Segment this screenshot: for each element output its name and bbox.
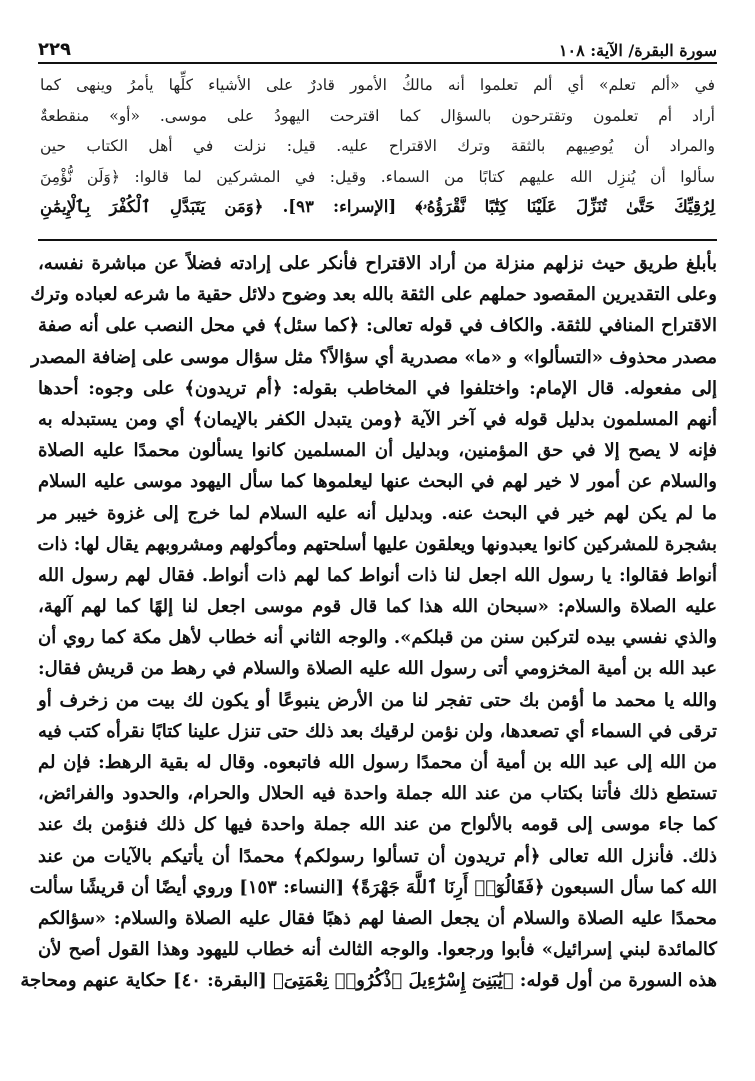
main-text-line: الاقتراح المنافي للثقة. والكاف في قوله تعالى: ﴿كما سئل﴾ في محل النصب على أنه صفة (38, 315, 717, 337)
main-text-line: والسلام عن أمور لا خير لهم في البحث عنها ليعلموها كما سأل اليهود موسى عليه السلام (38, 471, 717, 493)
section-divider (38, 239, 717, 241)
main-text-line: وعلى التقديرين المقصود حملهم على الثقة بالله بعد وضوح دلائل حقية ما شرعه لعباده وترك (30, 284, 717, 306)
commentary-line: أراد أم تعلمون وتقترحون بالسؤال كما اقترحت اليهودُ على موسى. «أو» منقطعةٌ (40, 106, 715, 125)
main-text-line: من الله إلى عبد الله بن أمية أن محمدًا رسول الله فاتبعوه. وقال له بقية الرهط: فإن لم (38, 752, 717, 773)
main-text-line: تستطع ذلك فأتنا بكتاب من عند الله جملة واحدة فيه الحلال والحرام، والحدود والفرائض، (38, 783, 717, 805)
main-text-line: بأبلغ طريق حيث نزلهم منزلة من أراد الاقتراح فأنكر على إرادته فضلاً عن مباشرة نفسه، (38, 253, 717, 274)
main-text-line: فإنه لا يصح إلا في حق المؤمنين، وبدليل أن المسلمين كانوا يسألون محمدًا عليه الصلاة (38, 440, 717, 462)
main-text-line: ترقى في السماء أي تصعدها، ولن نؤمن لرقيك بعد ذلك حتى تنزل علينا كتابًا نقرأه كتب فيه (38, 720, 717, 742)
main-text-block (20, 248, 717, 997)
main-text-line: والله يا محمد ما أؤمن بك حتى تفجر لنا من الأرض ينبوعًا أو يكون لك بيت من زخرف أو (38, 689, 717, 711)
main-text-line: كما جاء موسى إلى قومه بالألواح من عند الله جملة واحدة فيها كل ذلك فنؤمن بك عند (38, 814, 717, 836)
main-text-line: مصدر محذوف «التسألوا» و «ما» مصدرية أي سؤالاً؟ مثل سؤال موسى على إضافة المصدر (31, 346, 717, 368)
running-title: سورة البقرة/ الآية: ١٠٨ (558, 41, 717, 60)
main-text-line: عليه الصلاة والسلام: «سبحان الله هذا كما قال قوم موسى اجعل لنا إلهًا كما لهم آلهة، (38, 596, 717, 618)
main-text-line: والذي نفسي بيده لتركبن سنن من قبلكم». والوجه الثاني أنه خطاب لأهل مكة كما روي أن (38, 627, 717, 649)
main-text-line: الله كما سأل السبعون ﴿فَقَالُوٓا۟ أَرِنَا ٱللَّهَ جَهْرَةً﴾ [النساء: ١٥٣] وروي أيضًا أن قريشًا سألت (29, 876, 717, 898)
commentary-line: في «ألم تعلم» أي ألم تعلموا أنه مالكُ الأمور قادرٌ على الأشياء كلِّها يأمرُ وينهى كما (40, 76, 715, 94)
commentary-block (40, 70, 715, 223)
main-text-line: هذه السورة من أول قوله: ﴿يَٰبَنِىٓ إِسْرَٰٓءِيلَ ٱذْكُرُوا۟ نِعْمَتِىَ﴾ [البقرة: ٤٠] حكاية عنهم ومحاجة (20, 970, 717, 992)
commentary-line: والمراد أن يُوصِيهم بالثقة وترك الاقتراح عليه. قيل: نزلت في أهل الكتاب حين (40, 137, 715, 155)
main-text-line: بشجرة للمشركين كانوا يعبدونها ويعلقون عليها أسلحتهم ومأكولهم ومشروبهم يقال لها: ذات (37, 533, 717, 555)
main-text-line: أنواط فقالوا: يا رسول الله اجعل لنا ذات أنواط كما لهم ذات أنواط. فقال لهم رسول الله (38, 564, 717, 586)
main-text-line: ذلك. فأنزل الله تعالى ﴿أم تريدون أن تسألوا رسولكم﴾ محمدًا أن يأتيكم بالآيات من عند (38, 845, 717, 867)
main-text-line: عبد الله بن أمية المخزومي أتى رسول الله عليه الصلاة والسلام في رهط من قريش فقال: (38, 658, 717, 680)
commentary-line: سألوا أن يُنزِل الله عليهم كتابًا من السماء. وقيل: في المشركين لما قالوا: ﴿وَلَن نُّؤْمِنَ (40, 167, 715, 186)
main-text-line: كالمائدة لبني إسرائيل» فأبوا ورجعوا. والوجه الثالث أنه خطاب لليهود وهذا القول أصح لأن (38, 939, 717, 961)
page-header (38, 30, 717, 60)
page-number: ٢٢٩ (38, 39, 71, 60)
main-text-line: محمدًا عليه الصلاة والسلام أن يجعل الصفا لهم ذهبًا فقال عليه الصلاة والسلام: «سؤالكم (38, 907, 717, 929)
main-text-line: إلى مفعوله. قال الإمام: واختلفوا في المخاطب بقوله: ﴿أم تريدون﴾ على وجوه: أحدها (38, 377, 717, 399)
header-rule (38, 62, 717, 64)
commentary-line: لِرُقِيِّكَ حَتَّىٰ تُنَزِّلَ عَلَيْنَا كِتَٰبًا نَّقْرَؤُهُۥ﴾ [الإسراء: ٩٣]. ﴿وَمَن يَتَبَدَّلِ ٱلْكُفْرَ بِٱلْإِيمَٰنِ (40, 197, 715, 216)
main-text-line: ما لم يكن لهم خير في البحث عنه. وبدليل أنه عليه السلام لما خرج إلى غزوة خيبر مر (38, 502, 717, 524)
main-text-line: أنهم المسلمون بدليل قوله في آخر الآية ﴿ومن يتبدل الكفر بالإيمان﴾ أي ومن يستبدله به (38, 408, 717, 430)
